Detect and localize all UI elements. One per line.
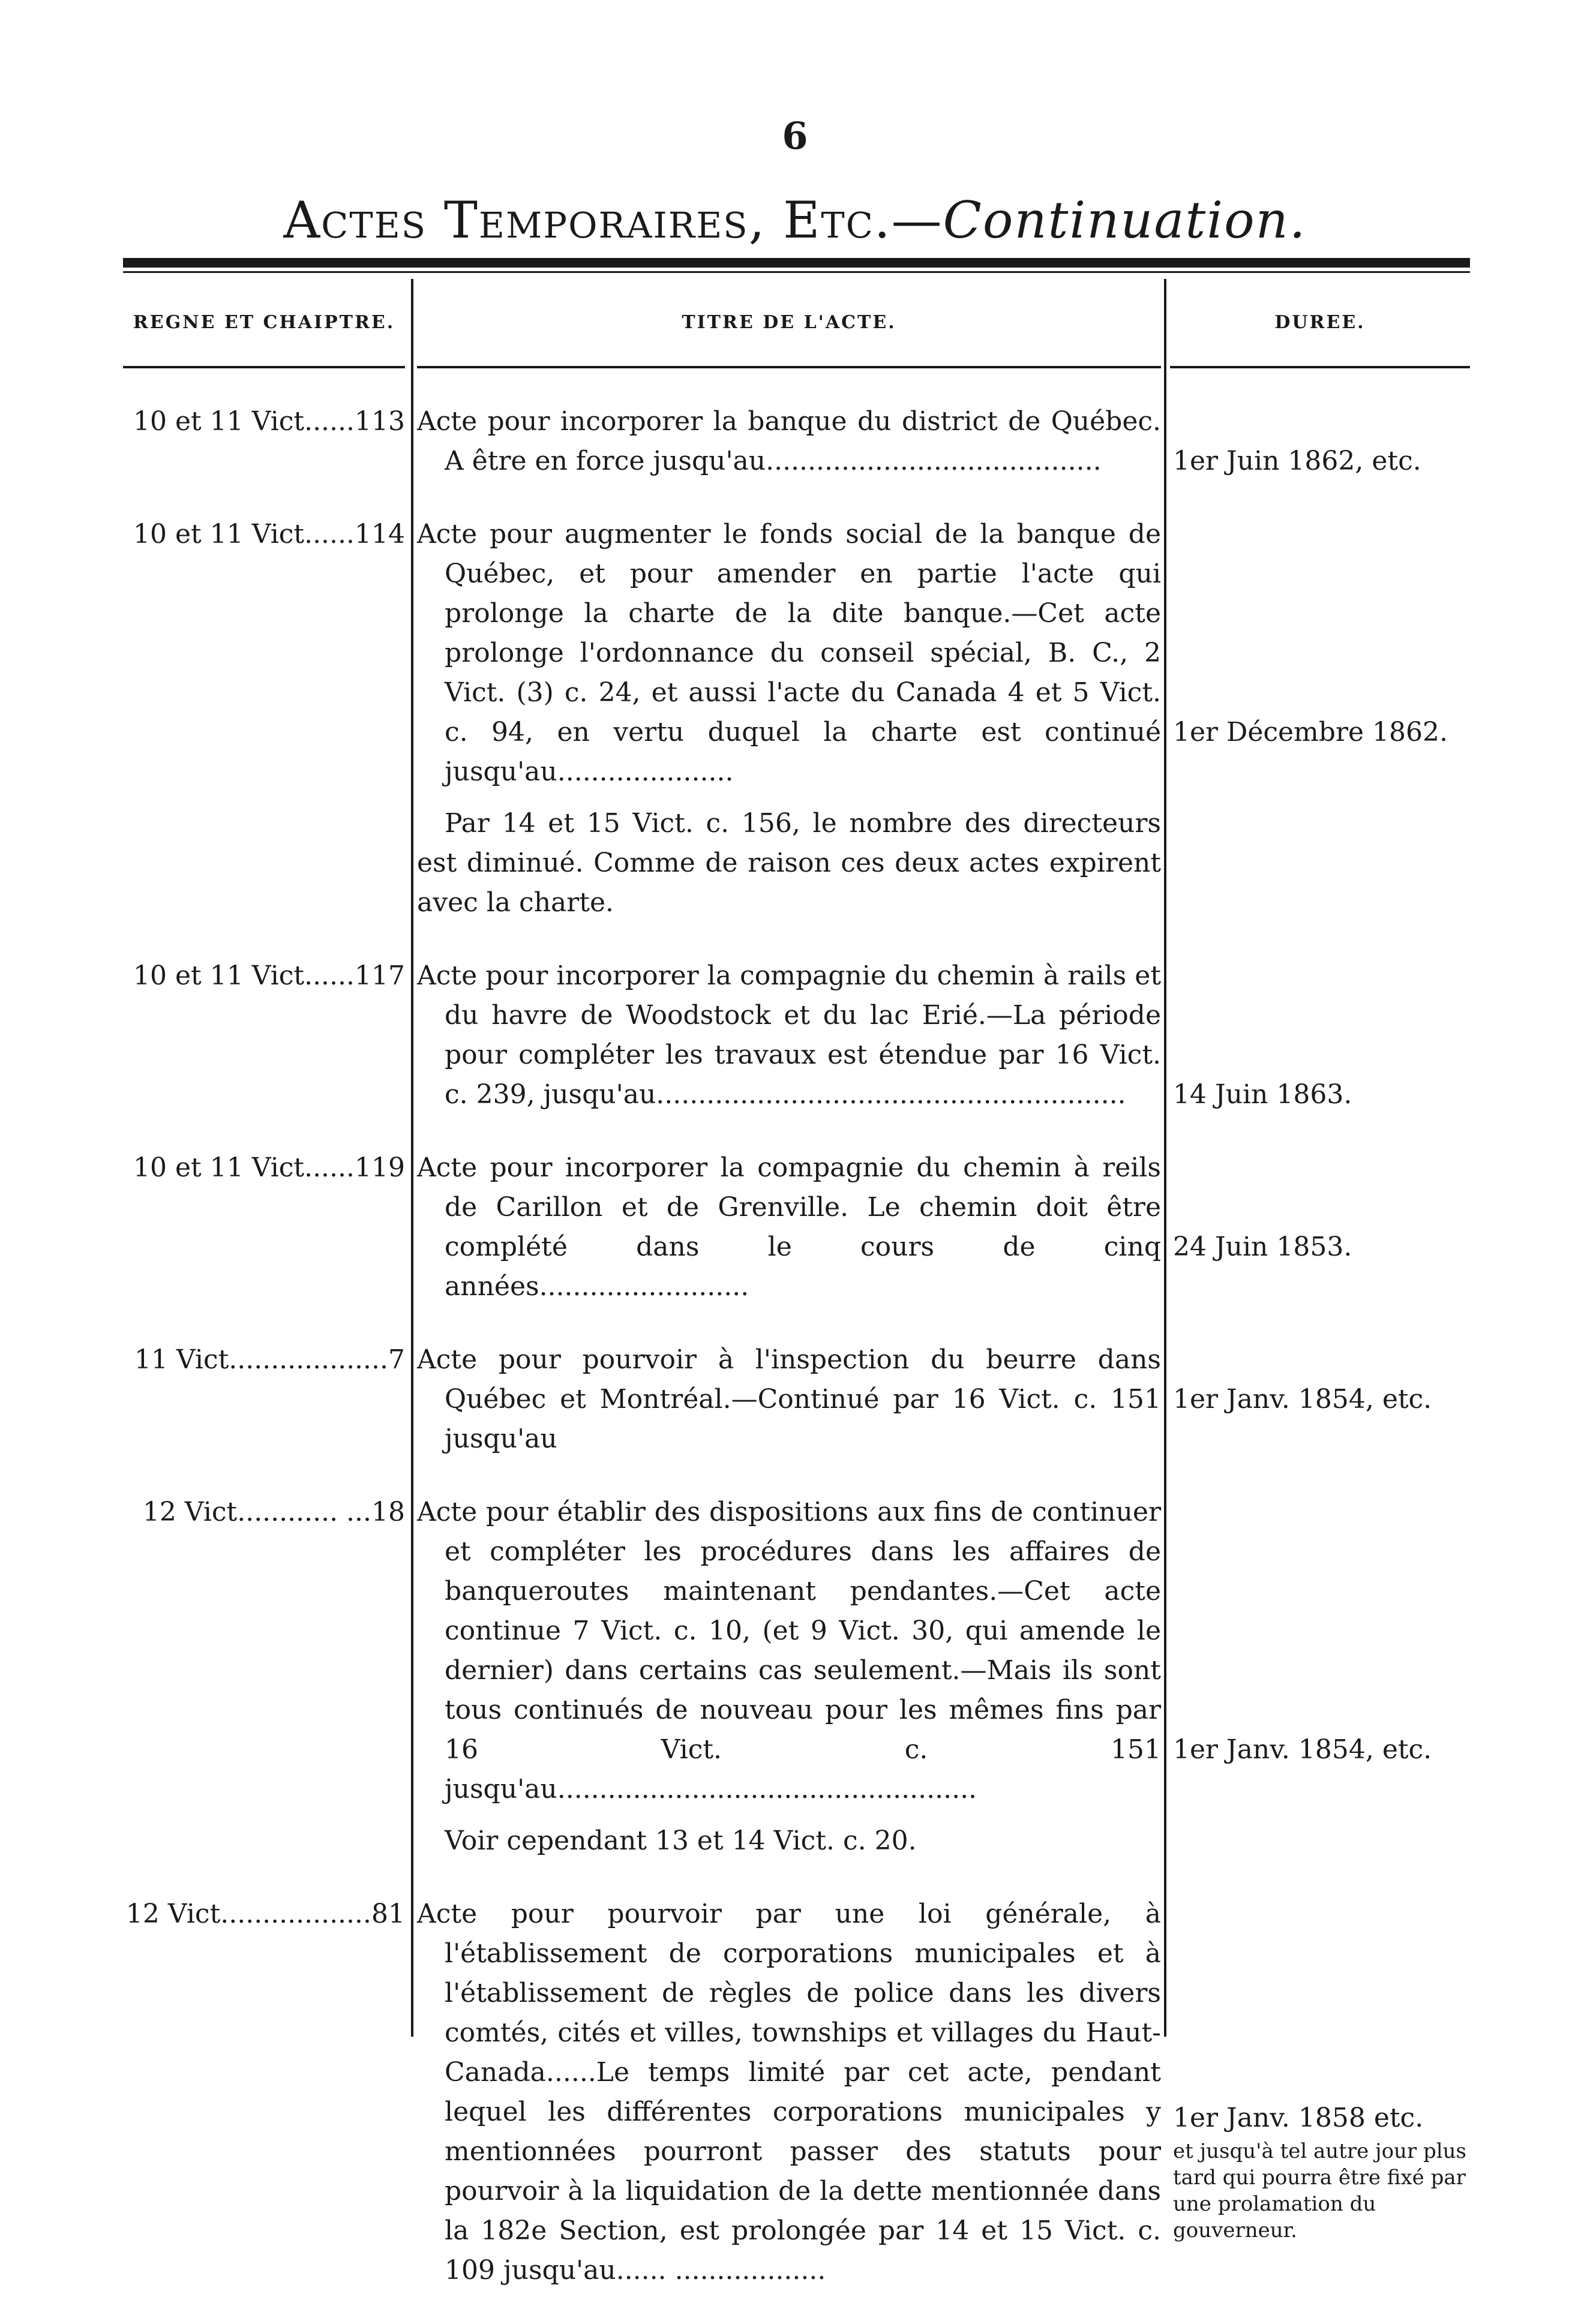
column-header-rule-regne xyxy=(123,366,405,368)
table-row xyxy=(123,1894,1470,2290)
regne-chapitre: 12 Vict............ ...18 xyxy=(142,1497,405,1527)
note-acte: Voir cependant 13 et 14 Vict. c. 20. xyxy=(445,1825,917,1856)
titre-acte: Acte pour pourvoir par une loi générale, à l'établissement de corporations municipales et à l'établissement de règles de police dans les divers comtés, cités et villes, townships et villages du Haut-Canada......Le temps limité par cet acte, pendant lequel les différentes corporations municipales y mentionnées pourront passer des statuts pour pourvoir à la liquidation de la dette mentionnée dans la 182e Section, est prolongée par 14 et 15 Vict. c. 109 jusqu'au...... .................. xyxy=(417,1899,1161,2286)
page-title-continuation: Continuation. xyxy=(943,191,1307,250)
duree: 24 Juin 1853. xyxy=(1173,1232,1352,1262)
regne-chapitre: 10 et 11 Vict......117 xyxy=(133,960,405,991)
duree: 1er Décembre 1862. xyxy=(1173,717,1448,747)
table-row xyxy=(123,515,1470,923)
table-row xyxy=(123,1148,1470,1307)
column-header-rule-titre xyxy=(417,366,1161,368)
header-rule-thin xyxy=(123,271,1470,273)
act-table xyxy=(123,402,1470,2324)
regne-chapitre: 10 et 11 Vict......113 xyxy=(133,406,405,437)
regne-chapitre: 10 et 11 Vict......119 xyxy=(133,1152,405,1183)
duree: 1er Janv. 1858 etc. xyxy=(1173,2103,1424,2133)
regne-chapitre: 12 Vict..................81 xyxy=(125,1899,405,1929)
titre-acte: Acte pour pourvoir à l'inspection du beurre dans Québec et Montréal.—Continué par 16 Vict. c. 151 jusqu'au xyxy=(417,1344,1161,1454)
page-title-separator: — xyxy=(891,191,943,250)
regne-chapitre: 11 Vict...................7 xyxy=(134,1344,405,1375)
duree: 14 Juin 1863. xyxy=(1173,1079,1352,1110)
duree: 1er Juin 1862, etc. xyxy=(1173,446,1421,476)
titre-acte: Acte pour augmenter le fonds social de la banque de Québec, et pour amender en partie l'acte qui prolonge la charte de la dite banque.—Cet acte prolonge l'ordonnance du conseil spécial, B. C., 2 Vict. (3) c. 24, et aussi l'acte du Canada 4 et 5 Vict. c. 94, en vertu duquel la charte est continué jusqu'au..................... xyxy=(417,519,1161,787)
table-row xyxy=(123,402,1470,481)
table-row xyxy=(123,1340,1470,1459)
column-header-rule-duree xyxy=(1170,366,1470,368)
column-header-regne: REGNE ET CHAIPTRE. xyxy=(133,312,395,333)
header-rule-thick xyxy=(123,258,1470,268)
duree-note: et jusqu'à tel autre jour plus tard qui pourra être fixé par une prolamation du gouverneur. xyxy=(1173,2139,1466,2242)
column-header-titre: TITRE DE L'ACTE. xyxy=(682,312,896,333)
regne-chapitre: 10 et 11 Vict......114 xyxy=(133,519,405,550)
page-title-main: Actes Temporaires, Etc. xyxy=(283,191,892,250)
page-title xyxy=(0,191,1590,250)
table-row xyxy=(123,1493,1470,1861)
page-number: 6 xyxy=(782,114,808,158)
titre-acte: Acte pour incorporer la compagnie du chemin à rails et du havre de Woodstock et du lac Erié.—La période pour compléter les travaux est étendue par 16 Vict. c. 239, jusqu'au........................................................ xyxy=(417,960,1161,1110)
table-row xyxy=(123,956,1470,1115)
note-acte: Par 14 et 15 Vict. c. 156, le nombre des directeurs est diminué. Comme de raison ces deux actes expirent avec la charte. xyxy=(417,808,1161,918)
duree: 1er Janv. 1854, etc. xyxy=(1173,1384,1432,1415)
titre-acte: Acte pour établir des dispositions aux fins de continuer et compléter les procédures dans les affaires de banqueroutes maintenant pendantes.—Cet acte continue 7 Vict. c. 10, (et 9 Vict. 30, qui amende le dernier) dans certains cas seulement.—Mais ils sont tous continués de nouveau pour les mêmes fins par 16 Vict. c. 151 jusqu'au.................................................. xyxy=(417,1497,1161,1804)
titre-acte: Acte pour incorporer la compagnie du chemin à reils de Carillon et de Grenville. Le chemin doit être complété dans le cours de cinq années......................... xyxy=(417,1152,1161,1302)
column-header-duree: DUREE. xyxy=(1274,312,1366,333)
duree: 1er Janv. 1854, etc. xyxy=(1173,1734,1432,1765)
titre-acte: Acte pour incorporer la banque du district de Québec. A être en force jusqu'au........................................ xyxy=(417,406,1161,476)
